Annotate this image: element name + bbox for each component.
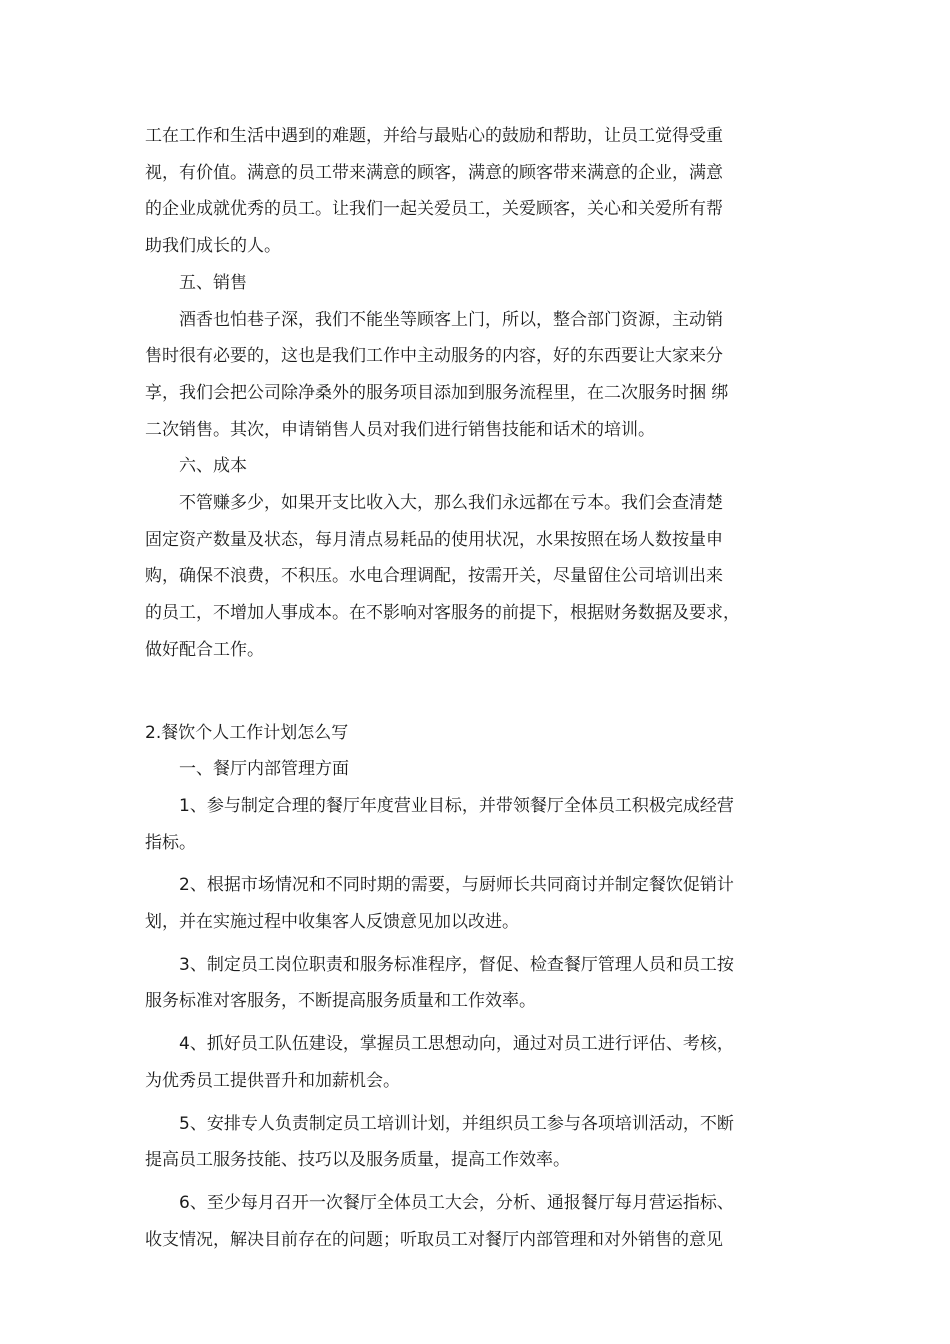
text-line: 提高员工服务技能、技巧以及服务质量，提高工作效率。	[145, 1150, 570, 1171]
text-line: 的企业成就优秀的员工。让我们一起关爱员工，关爱顾客，关心和关爱所有帮	[145, 199, 723, 220]
text-line: 固定资产数量及状态，每月清点易耗品的使用状况，水果按照在场人数按量申	[145, 529, 723, 550]
text-line: 视，有价值。满意的员工带来满意的顾客，满意的顾客带来满意的企业，满意	[145, 162, 723, 183]
text-line: 助我们成长的人。	[145, 236, 281, 257]
heading-internal-management: 一、餐厅内部管理方面	[179, 759, 349, 780]
text-line: 服务标准对客服务，不断提高服务质量和工作效率。	[145, 991, 536, 1012]
text-line: 划，并在实施过程中收集客人反馈意见加以改进。	[145, 912, 519, 933]
text-line: 为优秀员工提供晋升和加薪机会。	[145, 1070, 400, 1091]
list-item-3	[145, 947, 825, 1020]
text-line: 指标。	[145, 832, 196, 853]
text-line: 5、安排专人负责制定员工培训计划，并组织员工参与各项培训活动，不断	[179, 1113, 734, 1134]
text-line: 的员工，不增加人事成本。在不影响对客服务的前提下，根据财务数据及要求，	[145, 603, 740, 624]
text-line: 1、参与制定合理的餐厅年度营业目标，并带领餐厅全体员工积极完成经营	[179, 795, 734, 816]
text-line: 不管赚多少，如果开支比收入大，那么我们永远都在亏本。我们会查清楚	[179, 493, 723, 514]
section-title: 2.餐饮个人工作计划怎么写	[145, 722, 349, 743]
text-line: 售时很有必要的，这也是我们工作中主动服务的内容，好的东西要让大家来分	[145, 346, 723, 367]
list-item-5	[145, 1106, 825, 1179]
list-item-6	[145, 1185, 825, 1258]
paragraph-employee-care	[145, 118, 825, 265]
heading-cost: 六、成本	[179, 456, 247, 477]
text-line: 收支情况，解决目前存在的问题；听取员工对餐厅内部管理和对外销售的意见	[145, 1229, 723, 1250]
text-line: 3、制定员工岗位职责和服务标准程序，督促、检查餐厅管理人员和员工按	[179, 954, 734, 975]
text-line: 工在工作和生活中遇到的难题，并给与最贴心的鼓励和帮助，让员工觉得受重	[145, 126, 723, 146]
document-body	[145, 118, 825, 1258]
text-line: 6、至少每月召开一次餐厅全体员工大会，分析、通报餐厅每月营运指标、	[179, 1192, 734, 1213]
paragraph-cost	[145, 485, 825, 669]
text-line: 二次销售。其次，申请销售人员对我们进行销售技能和话术的培训。	[145, 419, 655, 440]
list-item-4	[145, 1026, 825, 1099]
text-line: 酒香也怕巷子深，我们不能坐等顾客上门，所以，整合部门资源，主动销	[179, 309, 723, 330]
list-item-1	[145, 788, 825, 861]
text-line: 做好配合工作。	[145, 639, 264, 660]
text-line: 享，我们会把公司除净桑外的服务项目添加到服务流程里，在二次服务时捆 绑	[145, 382, 729, 403]
text-line: 2、根据市场情况和不同时期的需要，与厨师长共同商讨并制定餐饮促销计	[179, 875, 734, 896]
text-line: 4、抓好员工队伍建设，掌握员工思想动向，通过对员工进行评估、考核，	[179, 1034, 734, 1055]
paragraph-sales	[145, 302, 825, 449]
list-item-2	[145, 867, 825, 940]
section-spacer	[145, 669, 825, 715]
text-line: 购，确保不浪费，不积压。水电合理调配，按需开关，尽量留住公司培训出来	[145, 566, 723, 587]
heading-sales: 五、销售	[179, 272, 247, 293]
